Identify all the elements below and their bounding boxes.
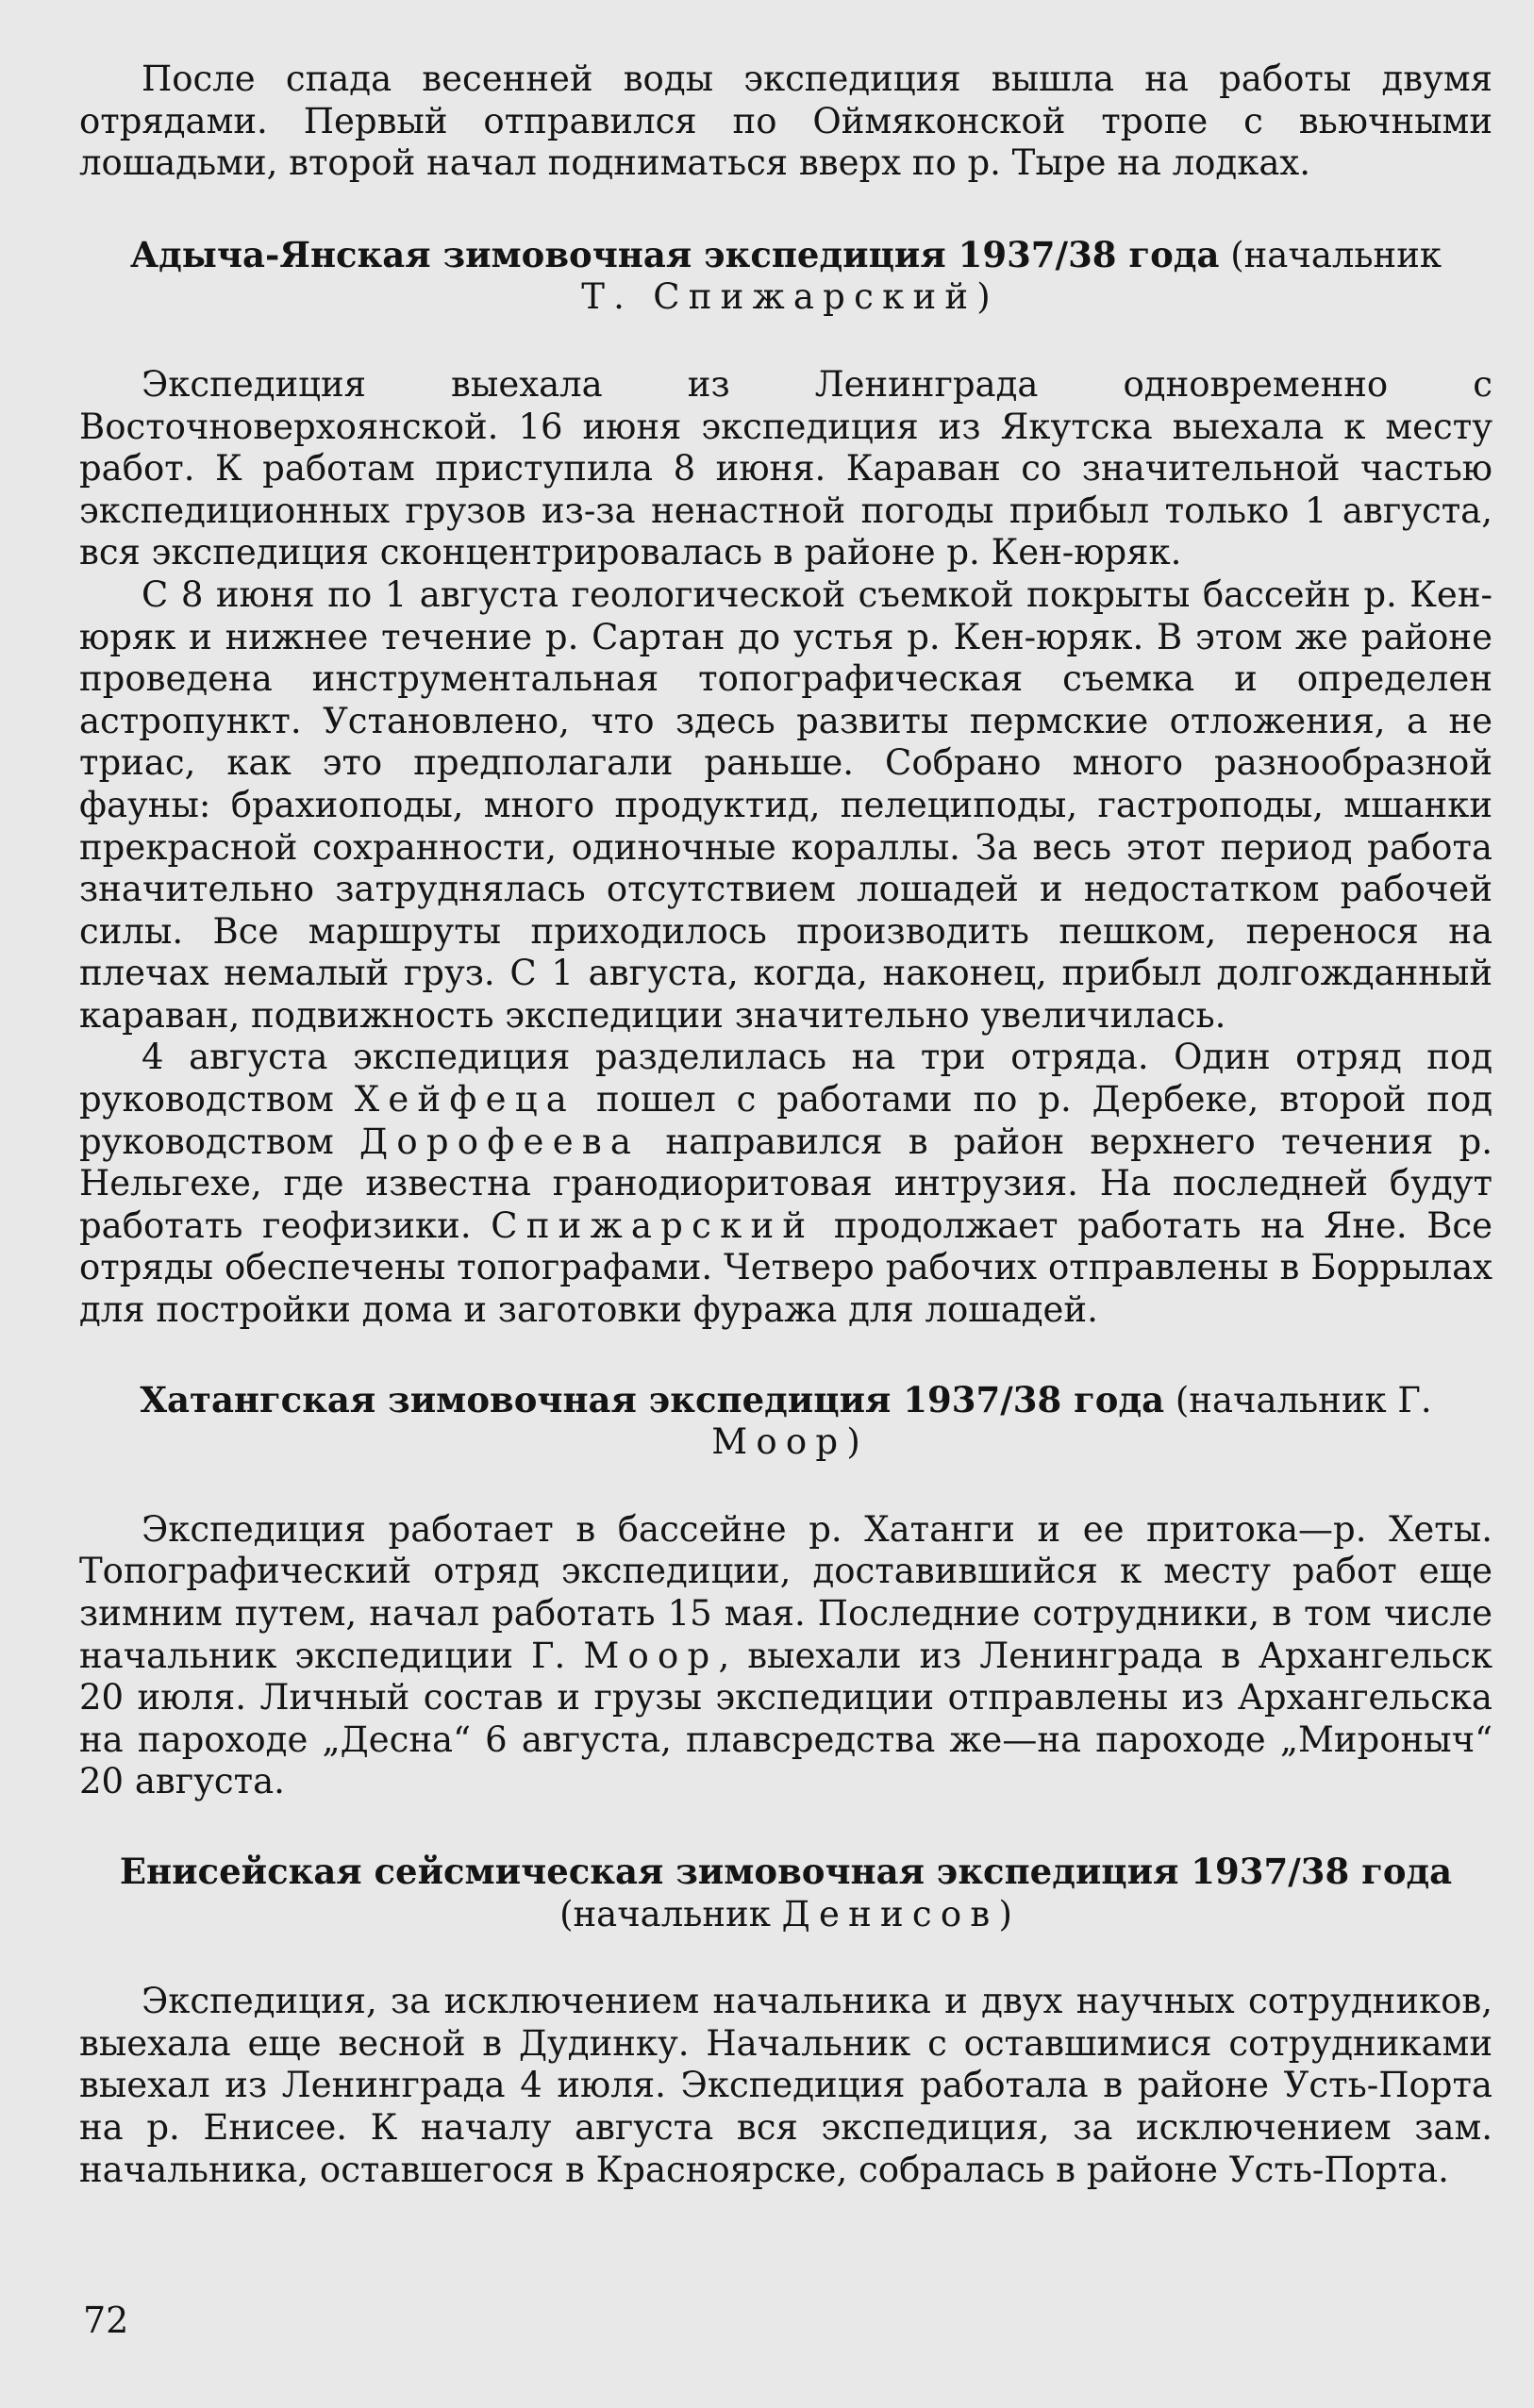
- chief-prefix: (начальник: [559, 1893, 771, 1935]
- paragraph-text: 4 августа экспедиция разделилась на три отряда. Один отряд под руководством: [79, 1037, 1492, 1121]
- page-content: [79, 58, 1492, 2191]
- paragraph-text: пошел с работами по р. Дербеке, второй под руководством: [79, 1079, 1493, 1162]
- section3-paragraph-1: Экспедиция, за исключением начальника и двух научных сотрудников, выехала еще весной в Дудинку. Начальник с оставшимися сотрудниками выехал из Ленинграда 4 июля. Экспедиция работала в районе Усть-Порта на р. Енисее. К началу августа вся экспедиция, за исключением зам. начальника, оставшегося в Красноярске, собралась в районе Усть-Порта.: [79, 1981, 1492, 2190]
- spacer: [79, 1935, 1492, 1981]
- section-heading-adycha-yana: [79, 234, 1492, 319]
- section-title: Адыча-Янская зимовочная экспедиция 1937/38 года: [130, 233, 1220, 275]
- paragraph-text: направился в район верхнего течения р. Нельгехе, где известна гранодиоритовая интрузия. На последней будут работать геофизики.: [79, 1121, 1493, 1246]
- intro-paragraph: После спада весенней воды экспедиция вышла на работы двумя отрядами. Первый отправился по Оймяконской тропе с вьючными лошадьми, второй начал подниматься вверх по р. Тыре на лодках.: [79, 58, 1492, 184]
- section2-paragraph-1: [79, 1509, 1492, 1803]
- paragraph-text: продолжает работать на Яне. Все отряды обеспечены топографами. Четверо рабочих отправлены в Боррылах для постройки дома и заготовки фуража для лошадей.: [79, 1204, 1493, 1331]
- section1-paragraph-3: [79, 1037, 1492, 1331]
- paragraph-text: , выехали из Ленинграда в Архангельск 20 июля. Личный состав и грузы экспедиции отправлены из Архангельска на пароходе „Десна“ 6 августа, плавсредства же—на пароходе „Мироныч“ 20 августа.: [79, 1635, 1492, 1802]
- chief-suffix: ): [976, 276, 991, 318]
- spacer: [79, 1464, 1492, 1509]
- section1-paragraph-1: Экспедиция выехала из Ленинграда одновременно с Восточноверхоянской. 16 июня экспедиция из Якутска выехала к месту работ. К работам приступила 8 июня. Караван со значительной частью экспедиционных грузов из-за ненастной погоды прибыл только 1 августа, вся экспедиция сконцентрировалась в районе р. Кен-юряк.: [79, 363, 1492, 573]
- chief-prefix: (начальник Г.: [1175, 1379, 1432, 1420]
- chief-name: Денисов: [781, 1893, 999, 1935]
- section-title: Хатангская зимовочная экспедиция 1937/38 года: [140, 1378, 1165, 1420]
- page-number: 72: [83, 2300, 129, 2341]
- person-name-moor: Моор: [583, 1635, 719, 1676]
- chief-name: Моор: [711, 1421, 847, 1463]
- paragraph-text: Экспедиция работает в бассейне р. Хатанги и ее притока—р. Хеты. Топографический отряд экспедиции, доставившийся к месту работ еще зимним путем, начал работать 15 мая. Последние сотрудники, в том числе начальник экспедиции Г.: [79, 1508, 1492, 1676]
- section-title: Енисейская сейсмическая зимовочная экспедиция 1937/38 года: [119, 1850, 1453, 1892]
- chief-name: Т. Спижарский: [581, 276, 977, 318]
- section-heading-khatanga: [79, 1379, 1492, 1464]
- spacer: [79, 1803, 1492, 1851]
- section1-paragraph-2: С 8 июня по 1 августа геологической съемкой покрыты бассейн р. Кен-юряк и нижнее течение р. Сартан до устья р. Кен-юряк. В этом же районе проведена инструментальная топографическая съемка и определен астропункт. Установлено, что здесь развиты пермские отложения, а не триас, как это предполагали раньше. Собрано много разнообразной фауны: брахиоподы, много продуктид, пелециподы, гастроподы, мшанки прекрасной сохранности, одиночные кораллы. За весь этот период работа значительно затруднялась отсутствием лошадей и недостатком рабочей силы. Все маршруты приходилось производить пешком, перенося на плечах немалый груз. С 1 августа, когда, наконец, прибыл долгожданный караван, подвижность экспедиции значительно увеличилась.: [79, 573, 1492, 1036]
- person-name-spizharsky: Спижарский: [491, 1204, 815, 1246]
- spacer: [79, 185, 1492, 234]
- chief-suffix: ): [846, 1421, 860, 1463]
- person-name-dorofeev: Дорофеева: [359, 1121, 641, 1162]
- person-name-kheifets: Хейфеца: [354, 1079, 576, 1121]
- section-heading-yenisei: [79, 1851, 1492, 1935]
- spacer: [79, 319, 1492, 364]
- chief-prefix: (начальник: [1230, 234, 1442, 275]
- chief-suffix: ): [998, 1893, 1012, 1935]
- spacer: [79, 1332, 1492, 1379]
